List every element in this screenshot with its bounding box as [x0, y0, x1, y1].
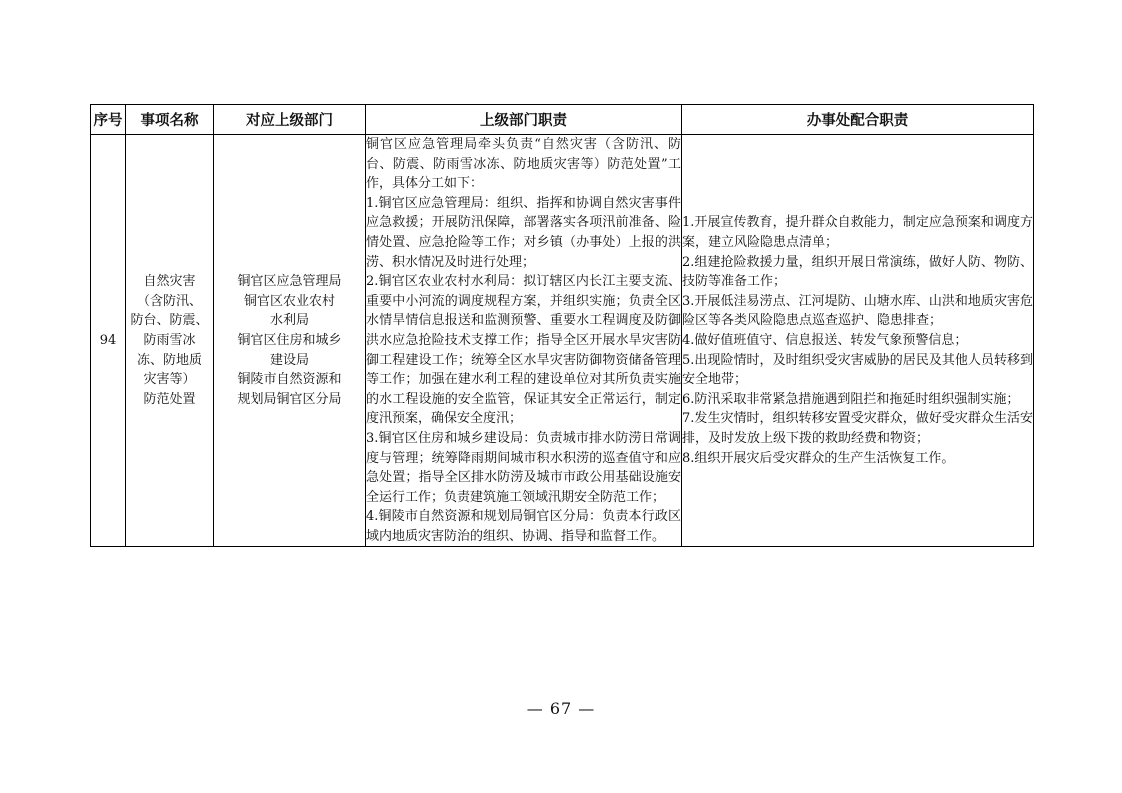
header-item-name: 事项名称 — [126, 105, 214, 135]
department-line: 铜官区农业农村 — [243, 293, 335, 309]
duty-paragraph: 4.铜陵市自然资源和规划局铜官区分局：负责本行政区域内地质灾害防治的组织、协调、指导和监督工作。 — [366, 509, 681, 544]
table-header-row — [91, 105, 1034, 135]
table-row — [91, 135, 1034, 547]
row-office-cooperation — [682, 135, 1034, 547]
header-office-cooperation: 办事处配合职责 — [682, 105, 1034, 135]
cooperation-item: 7.发生灾情时，组织转移安置受灾群众，做好受灾群众生活安排，及时发放上级下拨的救助经费和物资； — [682, 411, 1033, 446]
header-serial-number: 序号 — [91, 105, 126, 135]
item-name-line: 自然灾害 — [143, 274, 196, 290]
row-department-duties — [366, 135, 682, 547]
department-line: 水利局 — [269, 313, 309, 329]
cooperation-item: 1.开展宣传教育，提升群众自救能力，制定应急预案和调度方案，建立风险隐患点清单； — [682, 215, 1033, 250]
item-name-line: 防范处置 — [143, 391, 196, 407]
cooperation-item: 3.开展低洼易涝点、江河堤防、山塘水库、山洪和地质灾害危险区等各类风险隐患点巡查巡护、隐患排查； — [682, 293, 1033, 329]
header-department-duties: 上级部门职责 — [366, 105, 682, 135]
cooperation-item: 8.组织开展灾后受灾群众的生产生活恢复工作。 — [682, 450, 955, 466]
cooperation-item: 2.组建抢险救援力量，组织开展日常演练，做好人防、物防、技防等准备工作； — [682, 254, 1033, 290]
cooperation-item: 4.做好值班值守、信息报送、转发气象预警信息； — [682, 332, 968, 348]
department-line: 建设局 — [269, 352, 309, 368]
row-superior-department — [214, 135, 366, 547]
duty-paragraph: 3.铜官区住房和城乡建设局：负责城市排水防涝日常调度与管理；统筹降雨期间城市积水积涝的巡查值守和应急处置；指导全区排水防涝及城市市政公用基础设施安全运行工作；负责建筑施工领域汛期安全防范工作； — [366, 430, 681, 505]
cooperation-item: 5.出现险情时，及时组织受灾害威胁的居民及其他人员转移到安全地带； — [682, 352, 1033, 388]
header-superior-department: 对应上级部门 — [214, 105, 366, 135]
department-line: 铜官区住房和城乡 — [237, 332, 342, 348]
item-name-line: （含防汛、 — [136, 293, 202, 309]
department-line: 铜陵市自然资源和 — [237, 372, 342, 388]
item-name-line: 防雨雪冰 — [143, 332, 196, 348]
department-line: 规划局铜官区分局 — [237, 391, 342, 407]
duty-paragraph: 1.铜官区应急管理局：组织、指挥和协调自然灾害事件应急救援；开展防汛保障，部署落实各项汛前准备、险情处置、应急抢险等工作；对乡镇（办事处）上报的洪涝、积水情况及时进行处理； — [366, 195, 681, 270]
item-name-line: 防台、防震、 — [130, 313, 209, 329]
department-line: 铜官区应急管理局 — [237, 274, 342, 290]
responsibility-table — [90, 104, 1034, 547]
cooperation-item: 6.防汛采取非常紧急措施遇到阻拦和拖延时组织强制实施； — [682, 391, 1020, 407]
row-serial-number: 94 — [91, 135, 126, 547]
item-name-line: 灾害等） — [143, 372, 196, 388]
duty-paragraph: 铜官区应急管理局牵头负责“自然灾害（含防汛、防台、防震、防雨雪冰冻、防地质灾害等）防范处置”工作，具体分工如下： — [366, 137, 681, 192]
item-name-line: 冻、防地质 — [136, 352, 202, 368]
row-item-name — [126, 135, 214, 547]
page-number: — 67 — — [526, 699, 596, 718]
duty-paragraph: 2.铜官区农业农村水利局：拟订辖区内长江主要支流、重要中小河流的调度规程方案，并组织实施；负责全区水情旱情信息报送和监测预警、重要水工程调度及防御洪水应急抢险技术支撑工作；指导全区开展水旱灾害防御工程建设工作；统筹全区水旱灾害防御物资储备管理等工作；加强在建水利工程的建设单位对其所负责实施的水工程设施的安全监管，保证其安全正常运行，制定度汛预案，确保安全度汛； — [366, 274, 681, 427]
